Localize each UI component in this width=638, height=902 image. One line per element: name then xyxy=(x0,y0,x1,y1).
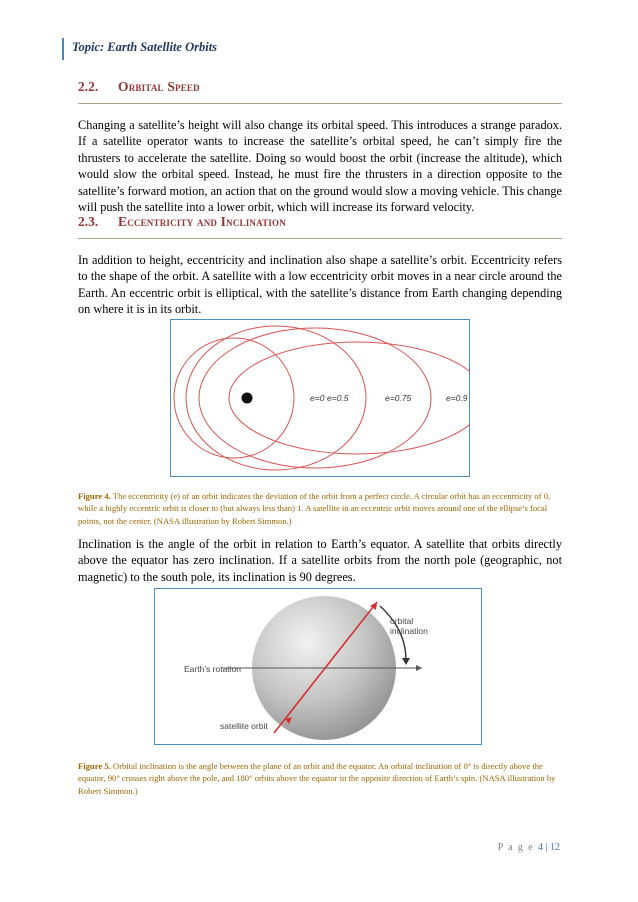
label-orbital: orbital xyxy=(390,616,414,626)
page-footer xyxy=(498,842,560,853)
section-heading-orbital-speed xyxy=(78,79,200,95)
paragraph-inclination: Inclination is the angle of the orbit in relation to Earth’s equator. A satellite that orbits directly above the equator has zero inclination. If a satellite orbits from the north pole (geographic, not magnetic) to the south pole, its inclination is 90 degrees. xyxy=(78,537,562,584)
figure5-caption-text: Orbital inclination is the angle between the plane of an orbit and the equator. An orbital inclination of 0° is directly above the equator, 90° crosses right above the pole, and 180° orbits above the equator in the opposite direction of Earth’s spin. (NASA illustration by Robert Simmon.) xyxy=(78,761,556,796)
paragraph-eccentricity: In addition to height, eccentricity and inclination also shape a satellite’s orbit. Eccentricity refers to the shape of the orbit. A satellite with a low eccentricity orbit moves in a near circle around the Earth. An eccentric orbit is elliptical, with the satellite’s distance from Earth changing depending on where it is in its orbit. xyxy=(78,253,562,317)
footer-page-number: 4 | 12 xyxy=(537,842,560,853)
figure-eccentricity-diagram xyxy=(170,319,470,477)
label-e0: e=0 xyxy=(310,393,325,403)
section-title: Eccentricity and Inclination xyxy=(118,214,286,229)
figure4-caption-text: The eccentricity (e) of an orbit indicates the deviation of the orbit from a perfect circle. A circular orbit has an eccentricity of 0, while a highly eccentric orbit is closer to (but always less than) 1. A satellite in an eccentric orbit moves around one of the ellipse’s focal points, not the center. (NASA illustration by Robert Simmon.) xyxy=(78,491,551,526)
section-heading-eccentricity xyxy=(78,214,286,230)
label-e05: e=0.5 xyxy=(327,393,349,403)
section-divider xyxy=(78,103,562,104)
header-topic: Topic: Earth Satellite Orbits xyxy=(72,40,218,54)
label-e09: e=0.9 xyxy=(446,393,468,403)
figure4-caption xyxy=(78,490,562,527)
footer-page-word: P a g e xyxy=(497,842,535,853)
figure5-caption-label: Figure 5. xyxy=(78,761,111,771)
label-earths-rotation: Earth’s rotation xyxy=(184,664,242,674)
paragraph-orbital-speed: Changing a satellite’s height will also change its orbital speed. This introduces a strange paradox. If a satellite operator wants to increase the satellite’s orbital speed, he can’t simply fire the thrusters to accelerate the satellite. Doing so would boost the orbit (increase the altitude), which would slow the orbital speed. Instead, he must fire the thrusters in a direction opposite to the satellite’s forward motion, an action that on the ground would slow a moving vehicle. This change will push the satellite into a lower orbit, which will increase its forward velocity. xyxy=(78,118,562,215)
label-inclination: inclination xyxy=(390,626,428,636)
section-divider xyxy=(78,238,562,239)
label-e075: e=0.75 xyxy=(385,393,412,403)
label-satellite-orbit: satellite orbit xyxy=(220,721,268,731)
section-number: 2.2. xyxy=(78,79,99,94)
figure4-caption-label: Figure 4. xyxy=(78,491,111,501)
figure5-caption xyxy=(78,760,562,797)
header-accent-bar xyxy=(62,38,64,60)
earth-focus-icon xyxy=(242,393,253,404)
section-number: 2.3. xyxy=(78,214,99,229)
section-title: Orbital Speed xyxy=(118,79,200,94)
figure-inclination-diagram xyxy=(154,588,482,745)
